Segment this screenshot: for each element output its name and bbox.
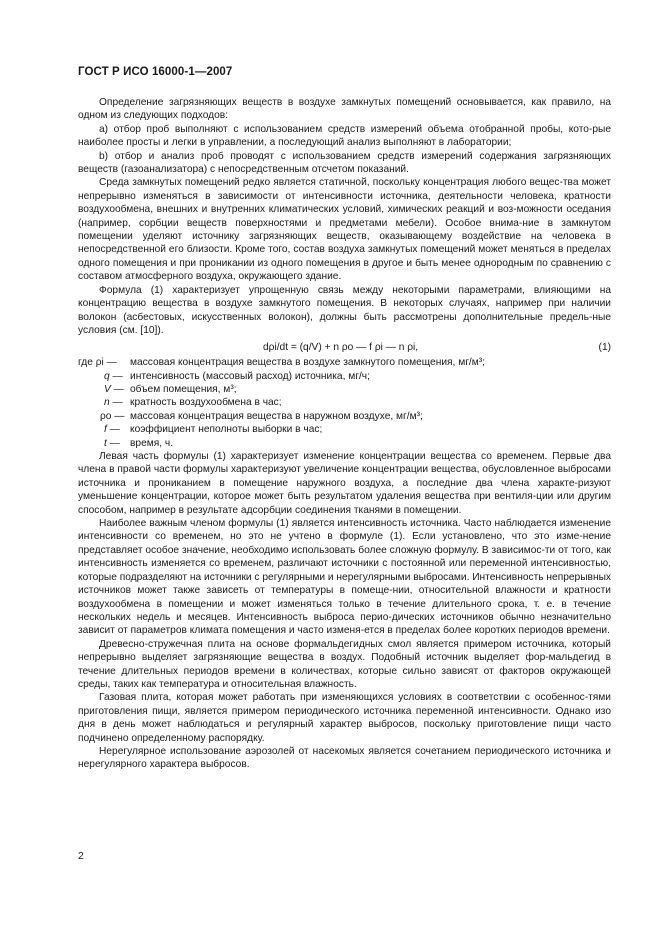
definition-symbol: f — [104, 424, 120, 436]
document-header: ГОСТ Р ИСО 16000-1—2007 [78, 66, 233, 78]
paragraph: Определение загрязняющих веществ в воздухе замкнутых помещений основывается, как правило, на одном из следующих подходов: [78, 97, 611, 122]
definition-symbol: V — [104, 384, 124, 396]
definition-symbol: t — [104, 437, 120, 449]
paragraph: b) отбор и анализ проб проводят с использованием средств измерений содержания загрязняющих веществ (газоанализатора) с непосредственным отсчетом показаний. [78, 150, 611, 176]
definition-item [78, 396, 611, 409]
definition-item [78, 410, 611, 423]
definition-text: время, ч. [130, 437, 174, 449]
definition-symbol: n — [104, 397, 123, 409]
paragraph: Нерегулярное использование аэрозолей от насекомых является сочетанием периодического источника и нерегулярного характера выбросов. [78, 745, 611, 771]
paragraph: Среда замкнутых помещений редко является статичной, поскольку концентрация любого вещес-тва может непрерывно изменяться в зависимости от интенсивности источника, деятельности человека, кратности воздухообмена, внешних и внутренних климатических условий, химических реакций и воз-можности оседания (например, сорбции веществ поверхностями и предметами мебели). Особое внима-ние в замкнутом помещении уделяют источнику загрязняющих веществ, оказывающему воздействие на человека в непосредственной его близости. Кроме того, состав воздуха замкнутых помещений может меняться в пределах одного помещения и при проникании из одного помещения в другое и быть менее однородным по сравнению с составом атмосферного воздуха, окружающего здание. [78, 177, 611, 283]
definition-symbol: где ρi — [78, 357, 117, 369]
formula-expression: dρi/dt = (q/V) + n ρo — f ρi — n ρi, [263, 342, 419, 354]
paragraph: a) отбор проб выполняют с использованием средств измерений объема отобранной пробы, кото-рые наиболее просты и легки в управлении, а последующий анализ выполняют в лаборатории; [78, 123, 611, 149]
definition-item [78, 383, 611, 396]
definitions-list [78, 356, 611, 450]
definition-item [78, 370, 611, 383]
paragraph: Формула (1) характеризует упрощенную связь между некоторыми параметрами, влияющими на концентрацию вещества в воздухе замкнутого помещения. В некоторых случаях, например при наличии волокон (асбестовых, искусственных волокон), должны быть рассмотрены дополнительные предель-ные условия (см. [10]). [78, 284, 611, 336]
definition-item [78, 437, 611, 450]
definition-text: кратность воздухообмена в час; [130, 397, 282, 409]
definition-text: интенсивность (массовый расход) источника, мг/ч; [130, 370, 370, 382]
paragraph: Древесно-стружечная плита на основе формальдегидных смол является примером источника, который непрерывно выделяет загрязняющие вещества в воздух. Подобный источник выделяет фор-мальдегид в течение длительных периодов времени в количествах, которые сильно зависят от факторов окружающей среды, таких как температура и относительная влажность. [78, 638, 611, 690]
formula-number: (1) [598, 342, 611, 354]
definition-symbol: q — [104, 370, 123, 382]
paragraph: Наиболее важным членом формулы (1) является интенсивность источника. Часто наблюдается изменение интенсивности со временем, но это не учтено в формуле (1). Если установлено, что это изме-нение представляет особое значение, необходимо использовать более сложную формулу. В зависимос-ти от того, как интенсивность изменяется со временем, различают источники с постоянной или переменной интенсивностью, которые подразделяют на источники с регулярными и нерегулярными выбросами. Интенсивность непрерывных источников может также зависеть от температуры в помеще-нии, относительной влажности и кратности воздухообмена в помещении и может изменяться только в течение длительного срока, т. е. в течение нескольких недель и месяцев. Интенсивность выброса перио-дических источников обычно незначительно зависит от параметров климата помещения и часто изменя-ется в пределах более коротких периодов времени. [78, 518, 611, 637]
definition-text: объем помещения, м³; [130, 384, 237, 396]
page-number: 2 [78, 850, 84, 862]
definition-item [78, 356, 611, 369]
definition-item [78, 423, 611, 436]
paragraph: Газовая плита, которая может работать при изменяющихся условиях в соответствии с особеннос-тями приготовления пищи, является примером периодического источника переменной интенсивности. Однако изо дня в день может наблюдаться и регулярный характер выбросов, поскольку приготовление пищи часто подчинено определенному распорядку. [78, 692, 611, 744]
definition-text: коэффициент неполноты выборки в час; [130, 424, 323, 436]
definition-text: массовая концентрация вещества в наружном воздухе, мг/м³; [130, 410, 423, 422]
formula-line [78, 339, 611, 356]
document-body [78, 96, 611, 772]
paragraph: Левая часть формулы (1) характеризует изменение концентрации вещества со временем. Первые два члена в правой части формулы характеризуют увеличение концентрации вещества, обусловленное выбросами источника и прониканием в помещение наружного воздуха, а последние два члена характе-ризуют уменьшение концентрации, которое может быть результатом удаления вещества при вентиля-ции или другим способом, например в результате адсорбции соединения тканями в помещении. [78, 451, 611, 516]
definition-symbol: ρo — [100, 410, 125, 422]
definition-text: массовая концентрация вещества в воздухе замкнутого помещения, мг/м³; [130, 357, 485, 369]
